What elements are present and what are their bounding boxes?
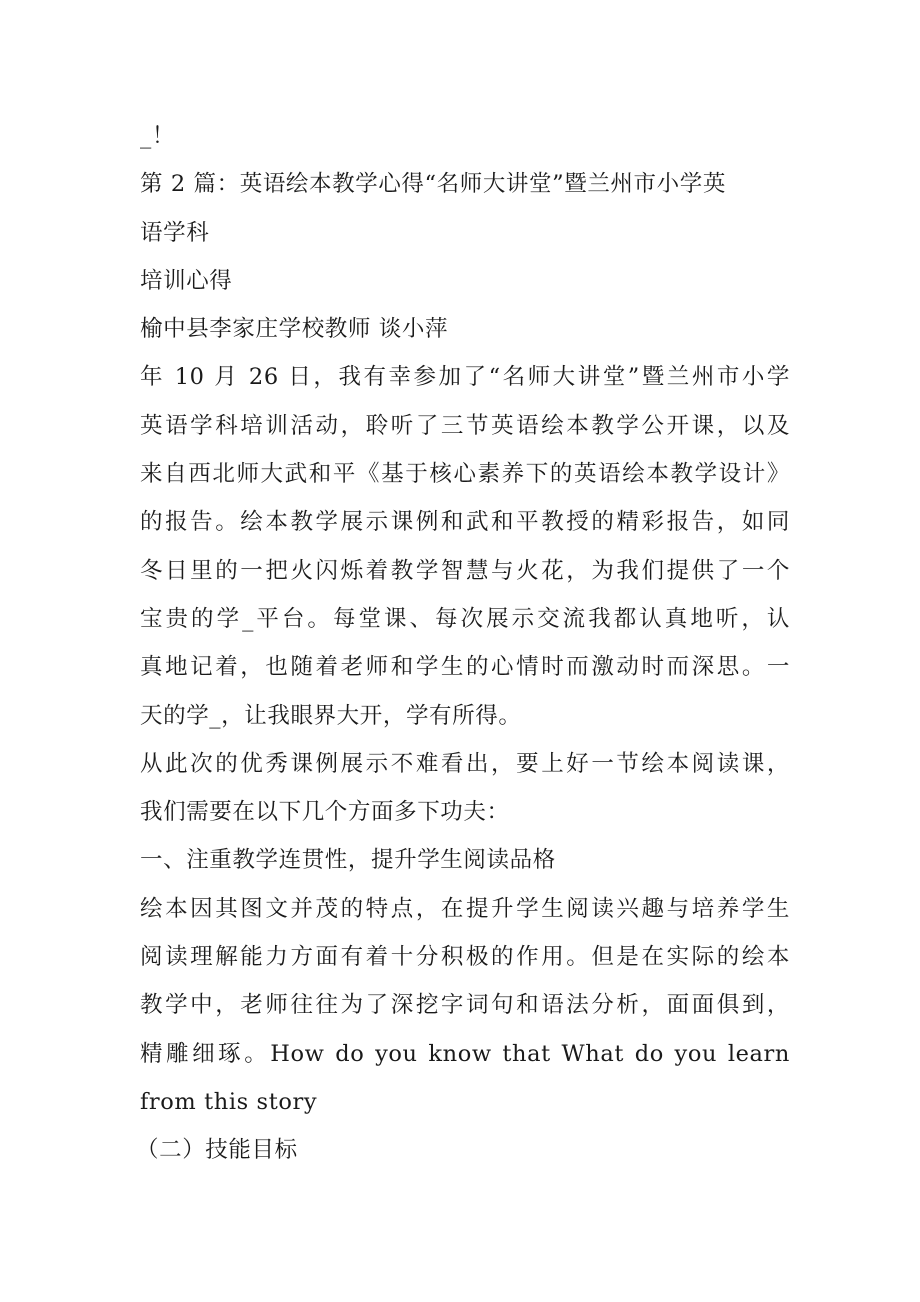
paragraph-line: 从此次的优秀课例展示不难看出，要上好一节绘本阅读课， — [140, 750, 790, 777]
section-heading: 一、注重教学连贯性，提升学生阅读品格 — [140, 847, 556, 874]
paragraph-line: 的报告。绘本教学展示课例和武和平教授的精彩报告，如同 — [140, 509, 790, 536]
paragraph-line: from this story — [140, 1088, 318, 1115]
subtitle: 培训心得 — [140, 267, 233, 294]
author-line: 榆中县李家庄学校教师 谈小萍 — [140, 316, 449, 343]
paragraph-line: 阅读理解能力方面有着十分积极的作用。但是在实际的绘本 — [140, 944, 790, 971]
paragraph-line: 精雕细琢。How do you know that What do you learn — [140, 1040, 790, 1067]
paragraph-line: 冬日里的一把火闪烁着教学智慧与火花，为我们提供了一个 — [140, 557, 790, 584]
paragraph-line: 教学中，老师往往为了深挖字词句和语法分析，面面俱到， — [140, 992, 790, 1019]
paragraph-line: 天的学_，让我眼界大开，学有所得。 — [140, 702, 522, 729]
paragraph-line: 真地记着，也随着老师和学生的心情时而激动时而深思。一 — [140, 654, 790, 681]
paragraph-line: 我们需要在以下几个方面多下功夫： — [140, 799, 510, 826]
paragraph-line: 来自西北师大武和平《基于核心素养下的英语绘本教学设计》 — [140, 461, 790, 488]
paragraph-line: 宝贵的学_平台。每堂课、每次展示交流我都认真地听，认 — [140, 605, 790, 632]
paragraph-line: 年 10 月 26 日，我有幸参加了“名师大讲堂”暨兰州市小学 — [140, 364, 790, 391]
section-heading-continued: 语学科 — [140, 219, 210, 246]
paragraph-line: 英语学科培训活动，聆听了三节英语绘本教学公开课，以及 — [140, 412, 790, 439]
section-heading: 第 2 篇：英语绘本教学心得“名师大讲堂”暨兰州市小学英 — [140, 171, 726, 198]
paragraph-line: 绘本因其图文并茂的特点，在提升学生阅读兴趣与培养学生 — [140, 895, 790, 922]
section-heading: （二）技能目标 — [136, 1137, 298, 1164]
text-line: _！ — [140, 123, 175, 149]
document-body — [136, 112, 790, 1175]
